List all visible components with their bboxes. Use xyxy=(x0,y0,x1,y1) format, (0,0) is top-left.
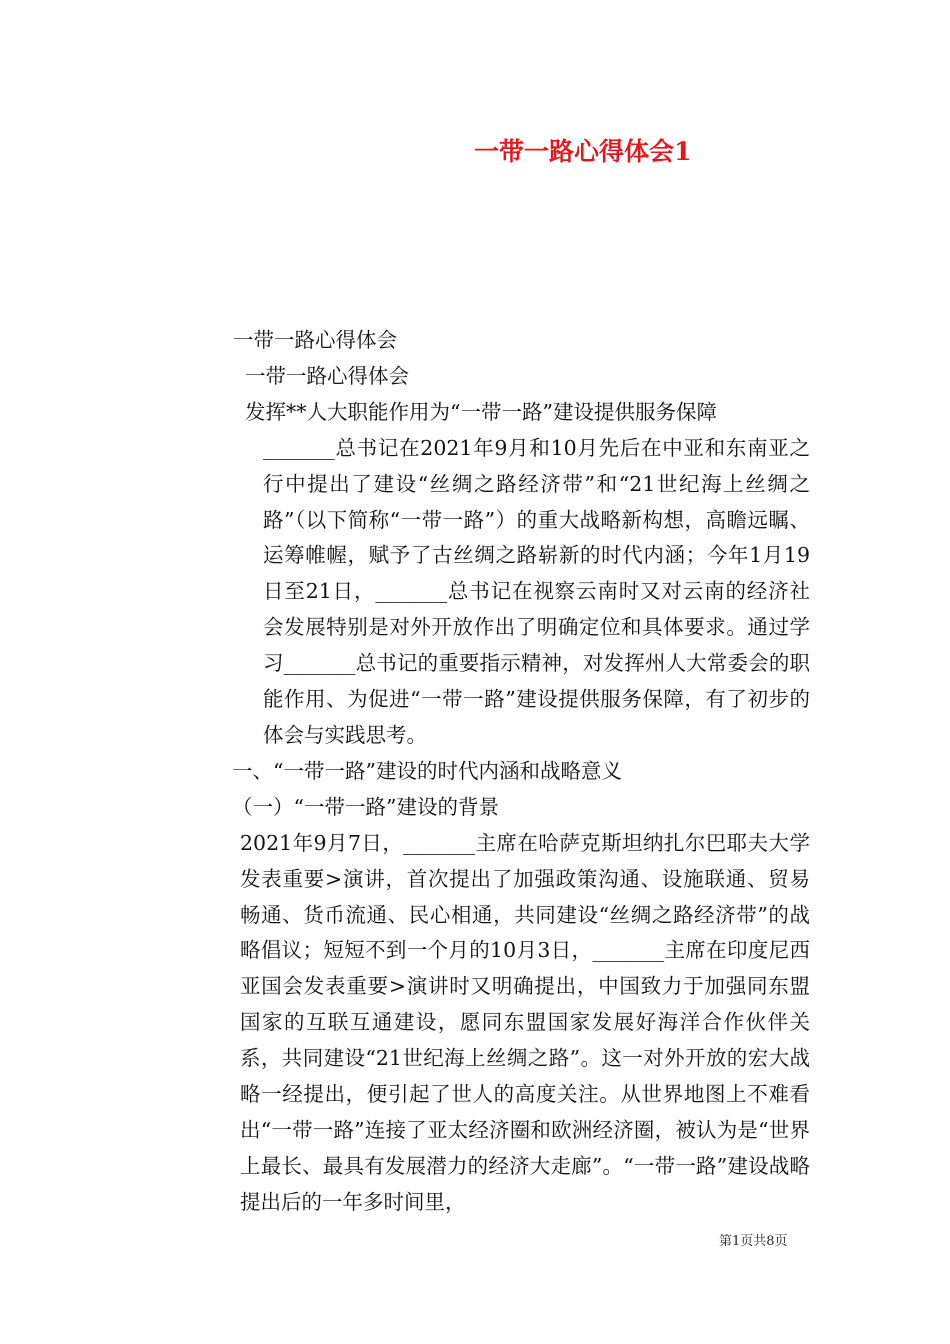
document-title: 一带一路心得体会1 xyxy=(474,137,692,166)
document-body xyxy=(145,323,810,1221)
paragraph-subtitle: 发挥**人大职能作用为“一带一路”建设提供服务保障 xyxy=(245,399,717,424)
section-heading-1: 一、“一带一路”建设的时代内涵和战略意义 xyxy=(232,758,622,783)
page-number: 第1页共8页 xyxy=(719,1234,788,1249)
paragraph-heading-2: 一带一路心得体会 xyxy=(245,363,409,388)
paragraph-intro: _______总书记在2021年9月和10月先后在中亚和东南亚之行中提出了建设“丝绸之路经济带”和“21世纪海上丝绸之路”（以下简称“一带一路”）的重大战略新构想，高瞻远瞩、运筹帷幄，赋予了古丝绸之路崭新的时代内涵；今年1月19日至21日，_______总书记在视察云南时又对云南的经济社会发展特别是对外开放作出了明确定位和具体要求。通过学习_______总书记的重要指示精神，对发挥州人大常委会的职能作用、为促进“一带一路”建设提供服务保障，有了初步的体会与实践思考。 xyxy=(263,435,810,747)
subsection-heading-1: （一）“一带一路”建设的背景 xyxy=(232,794,499,819)
paragraph-background: 2021年9月7日，_______主席在哈萨克斯坦纳扎尔巴耶夫大学发表重要>演讲，首次提出了加强政策沟通、设施联通、贸易畅通、货币流通、民心相通，共同建设“丝绸之路经济带”的战略倡议；短短不到一个月的10月3日，_______主席在印度尼西亚国会发表重要>演讲时又明确提出，中国致力于加强同东盟国家的互联互通建设，愿同东盟国家发展好海洋合作伙伴关系，共同建设“21世纪海上丝绸之路”。这一对外开放的宏大战略一经提出，便引起了世人的高度关注。从世界地图上不难看出“一带一路”连接了亚太经济圈和欧洲经济圈，被认为是“世界上最长、最具有发展潜力的经济大走廊”。“一带一路”建设战略提出后的一年多时间里， xyxy=(240,830,810,1214)
paragraph-heading-1: 一带一路心得体会 xyxy=(233,328,397,352)
